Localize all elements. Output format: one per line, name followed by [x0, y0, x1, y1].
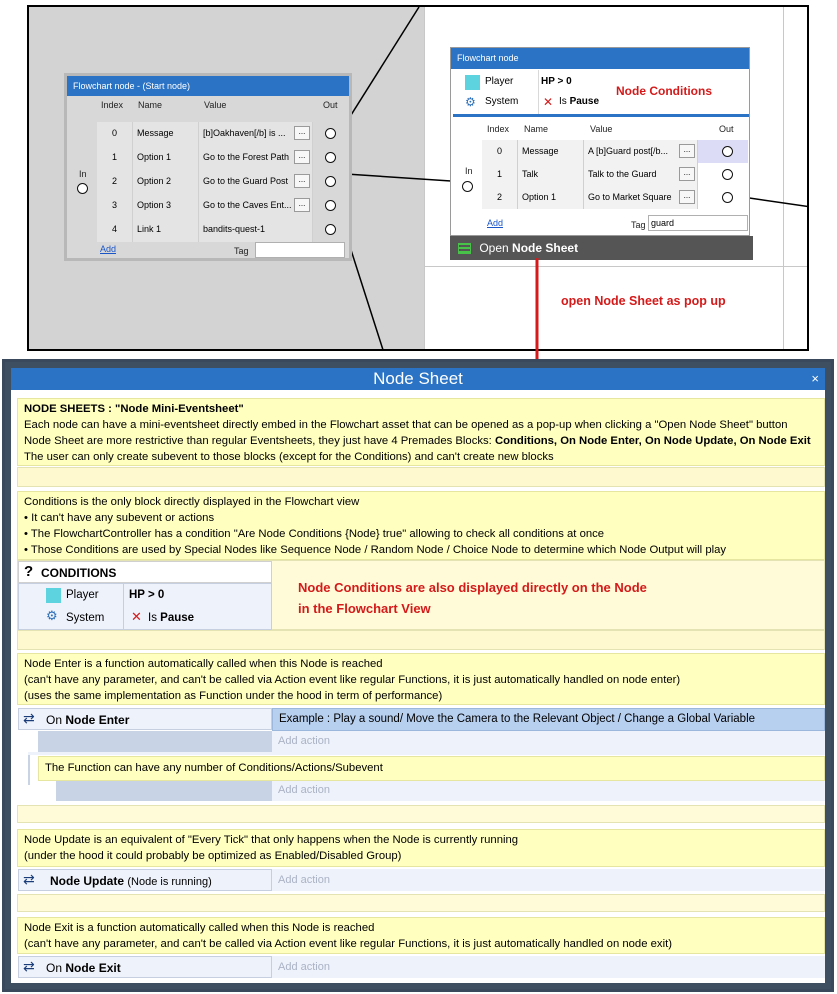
system-label: System: [66, 612, 105, 624]
condition-pause: [559, 96, 599, 107]
node-table-header: [67, 96, 349, 116]
loop-icon: ⇄: [23, 958, 35, 974]
row-index: 2: [97, 170, 133, 194]
conditions-note: Node Conditions are also displayed directly on the Node: [298, 580, 647, 595]
header-name: Name: [138, 100, 163, 110]
row-name: Talk: [518, 163, 584, 186]
comment-line: (can't have any parameter, and can't be called via Action event like regular Functions, it is just automatically handled on node exit): [24, 938, 672, 950]
loop-icon: ⇄: [23, 871, 35, 887]
add-action-link[interactable]: Add action: [278, 961, 330, 973]
open-prefix: Open: [479, 241, 509, 255]
row-index: 1: [482, 163, 518, 186]
spacer: [28, 752, 825, 755]
row-name: Option 2: [133, 170, 199, 194]
output-port[interactable]: [325, 128, 336, 139]
open-bold: Node Sheet: [512, 241, 579, 255]
intro-line: Each node can have a mini-eventsheet directly embed in the Flowchart asset that can be opened as a pop-up when clicking a "Open Node Sheet" button: [24, 419, 788, 431]
player-icon: [46, 588, 61, 603]
update-spacer: [17, 894, 825, 912]
row-value[interactable]: Go to Market Square: [584, 186, 698, 209]
row-index: 1: [97, 146, 133, 170]
system-gear-icon: ⚙: [465, 95, 476, 109]
edit-value-button[interactable]: ...: [679, 167, 695, 181]
row-index: 3: [97, 194, 133, 218]
node-enter-comment[interactable]: [17, 653, 825, 705]
row-name: Message: [518, 140, 584, 163]
conditions-title: CONDITIONS: [41, 566, 117, 580]
node-table-header: [451, 120, 749, 140]
node-conditions-note: Node Conditions: [616, 84, 712, 98]
node-row[interactable]: [97, 122, 349, 146]
node-title: Flowchart node: [451, 48, 749, 69]
add-action-link[interactable]: Add action: [278, 735, 330, 747]
input-port[interactable]: [462, 181, 473, 192]
subevent-indent: [28, 755, 30, 785]
system-gear-icon: ⚙: [46, 608, 58, 623]
header-index: Index: [101, 100, 124, 110]
add-action-link[interactable]: Add action: [278, 874, 330, 886]
row-value[interactable]: Go to the Caves Ent...: [199, 194, 313, 218]
add-action-row[interactable]: [272, 781, 825, 801]
row-value[interactable]: Talk to the Guard: [584, 163, 698, 186]
node-row[interactable]: [97, 146, 349, 170]
output-port[interactable]: [325, 176, 336, 187]
cond-prefix: Is: [559, 96, 567, 107]
add-action-row[interactable]: [272, 869, 825, 891]
row-index: 0: [482, 140, 518, 163]
input-port[interactable]: [77, 183, 88, 194]
event-bold: Node Exit: [65, 961, 121, 975]
intro-line: The user can only create subevent to those blocks (except for the Conditions) and can't create new blocks: [24, 451, 554, 463]
node-title: Flowchart node - (Start node): [67, 76, 349, 96]
row-value[interactable]: bandits-quest-1: [199, 218, 313, 242]
question-icon: ?: [24, 563, 34, 580]
intro-comment[interactable]: [17, 398, 825, 466]
node-row[interactable]: [482, 140, 748, 163]
subevent-comment-text: The Function can have any number of Conditions/Actions/Subevent: [45, 762, 383, 774]
player-label: Player: [66, 589, 99, 601]
cond-bold: Pause: [160, 612, 195, 624]
row-index: 2: [482, 186, 518, 209]
cond-prefix: Is: [148, 612, 157, 624]
output-port[interactable]: [722, 169, 733, 180]
player-icon: [465, 75, 480, 90]
node-sheet-title: Node Sheet: [11, 368, 825, 390]
output-port[interactable]: [325, 152, 336, 163]
event-indent: [38, 731, 272, 752]
in-label: In: [465, 166, 473, 176]
sheet-icon: [458, 243, 471, 254]
add-action-row[interactable]: [272, 731, 825, 752]
output-port[interactable]: [325, 200, 336, 211]
add-row-link[interactable]: Add: [100, 244, 117, 254]
comment-line: Node Update is an equivalent of "Every Tick" that only happens when the Node is currently running: [24, 834, 519, 846]
header-index: Index: [487, 124, 510, 134]
row-name: Message: [133, 122, 199, 146]
enter-action[interactable]: [272, 708, 825, 731]
row-name: Link 1: [133, 218, 199, 242]
event-label: [46, 713, 129, 727]
edit-value-button[interactable]: ...: [679, 190, 695, 204]
header-value: Value: [204, 100, 227, 110]
row-value[interactable]: Go to the Forest Path: [199, 146, 313, 170]
header-name: Name: [524, 124, 549, 134]
conditions-note: in the Flowchart View: [298, 601, 431, 616]
intro-line2-prefix: Node Sheet are more restrictive than regular Eventsheets, they just have 4 Premades Blocks:: [24, 435, 495, 447]
row-name: Option 1: [518, 186, 584, 209]
node-row[interactable]: [97, 218, 349, 242]
event-label: [50, 874, 212, 888]
row-value[interactable]: [b]Oakhaven[/b] is ...: [199, 122, 313, 146]
node-update-event[interactable]: [18, 869, 272, 891]
enter-spacer: [17, 805, 825, 823]
output-port[interactable]: [722, 192, 733, 203]
edit-value-button[interactable]: ...: [679, 144, 695, 158]
subevent-indent: [56, 781, 272, 801]
flowchart-node[interactable]: [450, 47, 750, 236]
output-port[interactable]: [325, 224, 336, 235]
cond-bold: Pause: [569, 96, 600, 107]
header-out: Out: [323, 100, 338, 110]
loop-icon: ⇄: [23, 710, 35, 726]
comment-line: • It can't have any subevent or actions: [24, 512, 215, 524]
node-conditions-panel[interactable]: [453, 70, 749, 114]
comment-line: (can't have any parameter, and can't be called via Action event like regular Functions, it is just automatically handled on node enter): [24, 674, 681, 686]
popup-note: open Node Sheet as pop up: [561, 294, 726, 308]
row-name: Option 3: [133, 194, 199, 218]
node-row[interactable]: [97, 170, 349, 194]
event-prefix: On: [46, 961, 63, 975]
comment-line: (under the hood it could probably be optimized as Enabled/Disabled Group): [24, 850, 402, 862]
node-exit-comment[interactable]: [17, 917, 825, 954]
intro-heading: NODE SHEETS : "Node Mini-Eventsheet": [24, 403, 244, 415]
invert-x-icon: ✕: [543, 95, 554, 109]
event-prefix: On: [46, 713, 63, 727]
conditions-spacer: [17, 630, 825, 650]
invert-x-icon: ✕: [131, 609, 142, 624]
tag-label: Tag: [631, 220, 646, 230]
tag-input[interactable]: [255, 242, 345, 258]
conditions-comment[interactable]: [17, 491, 825, 560]
node-sheet-content: [11, 368, 825, 983]
on-node-enter-event[interactable]: [18, 708, 272, 730]
row-value[interactable]: A [b]Guard post[/b...: [584, 140, 698, 163]
close-icon[interactable]: ×: [811, 371, 819, 386]
node-row[interactable]: [482, 163, 748, 186]
event-bold: Node Enter: [65, 713, 130, 727]
conditions-list[interactable]: [18, 583, 272, 630]
in-label: In: [79, 169, 87, 179]
conditions-separator: [453, 114, 749, 117]
row-index: 4: [97, 218, 133, 242]
tag-input[interactable]: guard: [648, 215, 748, 231]
edit-value-button[interactable]: ...: [294, 150, 310, 164]
row-name: Option 1: [133, 146, 199, 170]
node-sheet-window[interactable]: [2, 359, 834, 992]
event-bold: Node Update: [50, 874, 125, 888]
header-out: Out: [719, 124, 734, 134]
comment-line: Node Enter is a function automatically called when this Node is reached: [24, 658, 383, 670]
edit-value-button[interactable]: ...: [294, 198, 310, 212]
comment-line: Node Exit is a function automatically called when this Node is reached: [24, 922, 375, 934]
add-action-row[interactable]: [272, 956, 825, 978]
event-label: [46, 961, 121, 975]
enter-action-text: Example : Play a sound/ Move the Camera to the Relevant Object / Change a Global Variable: [279, 713, 756, 725]
event-suffix: (Node is running): [127, 876, 212, 888]
comment-line: • The FlowchartController has a condition "Are Node Conditions {Node} true" allowing to check all conditions at once: [24, 528, 605, 540]
player-label: Player: [485, 76, 514, 87]
output-port[interactable]: [722, 146, 733, 157]
add-action-link[interactable]: Add action: [278, 784, 330, 796]
divider: [123, 584, 124, 630]
conditions-header[interactable]: [18, 561, 272, 583]
intro-line: [24, 433, 818, 449]
intro-line2-bold: Conditions, On Node Enter, On Node Update, On Node Exit: [494, 435, 811, 447]
subevent-comment[interactable]: [38, 756, 825, 781]
on-node-exit-event[interactable]: [18, 956, 272, 978]
edit-value-button[interactable]: ...: [294, 174, 310, 188]
open-node-sheet-button[interactable]: [450, 236, 753, 260]
start-node[interactable]: [64, 73, 352, 261]
intro-spacer: [17, 467, 825, 487]
system-label: System: [485, 96, 519, 107]
comment-line: • Those Conditions are used by Special Nodes like Sequence Node / Random Node / Choice Node to determine which Node Output will play: [24, 544, 727, 556]
comment-line: (uses the same implementation as Function under the hood in term of performance): [24, 690, 443, 702]
row-index: 0: [97, 122, 133, 146]
row-value[interactable]: Go to the Guard Post: [199, 170, 313, 194]
condition-pause: [148, 612, 194, 624]
add-row-link[interactable]: Add: [487, 218, 504, 228]
edit-value-button[interactable]: ...: [294, 126, 310, 140]
condition-hp: HP > 0: [129, 589, 165, 601]
condition-hp: HP > 0: [541, 76, 572, 87]
node-update-comment[interactable]: [17, 829, 825, 867]
header-value: Value: [590, 124, 613, 134]
node-row[interactable]: [97, 194, 349, 218]
divider: [538, 70, 539, 114]
comment-line: Conditions is the only block directly displayed in the Flowchart view: [24, 496, 360, 508]
node-row[interactable]: [482, 186, 748, 209]
tag-label: Tag: [234, 246, 249, 256]
